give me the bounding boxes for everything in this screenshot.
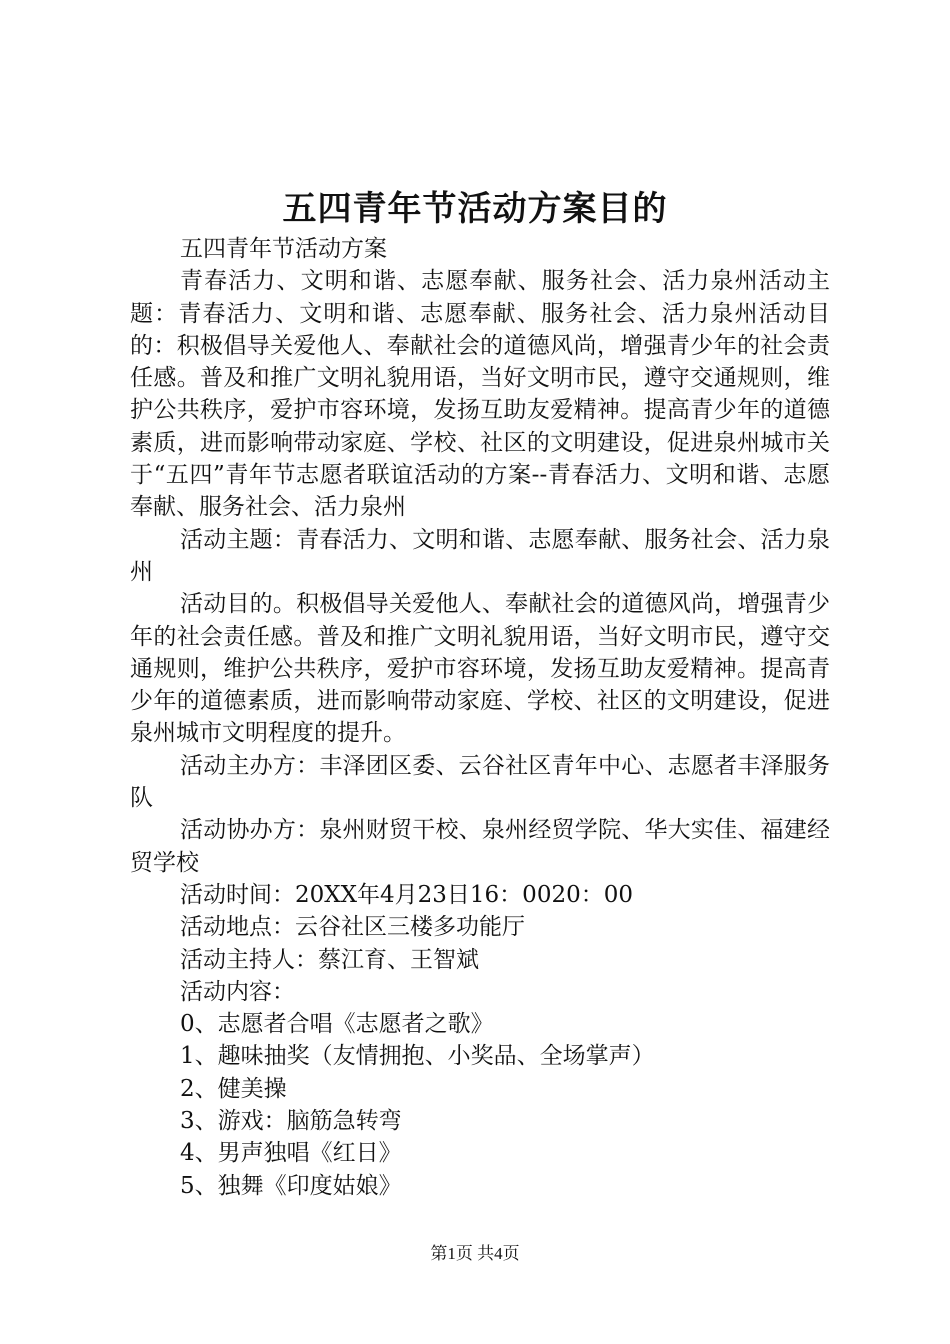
paragraph-organizer: 活动主办方：丰泽团区委、云谷社区青年中心、志愿者丰泽服务队 [130, 752, 830, 812]
paragraph-purpose: 活动目的。积极倡导关爱他人、奉献社会的道德风尚，增强青少年的社会责任感。普及和推广文明礼貌用语，当好文明市民，遵守交通规则，维护公共秩序，爱护市容环境，发扬互助友爱精神。提高青少年的道德素质，进而影响带动家庭、学校、社区的文明建设，促进泉州城市文明程度的提升。 [130, 591, 830, 747]
paragraph-intro: 青春活力、文明和谐、志愿奉献、服务社会、活力泉州活动主题：青春活力、文明和谐、志愿奉献、服务社会、活力泉州活动目的：积极倡导关爱他人、奉献社会的道德风尚，增强青少年的社会责任感。普及和推广文明礼貌用语，当好文明市民，遵守交通规则，维护公共秩序，爱护市容环境，发扬互助友爱精神。提高青少年的道德素质，进而影响带动家庭、学校、社区的文明建设，促进泉州城市关于“五四”青年节志愿者联谊活动的方案--青春活力、文明和谐、志愿奉献、服务社会、活力泉州 [130, 268, 830, 521]
paragraph-venue: 活动地点：云谷社区三楼多功能厅 [180, 914, 525, 941]
list-item: 1、趣味抽奖（友情拥抱、小奖品、全场掌声） [180, 1043, 655, 1070]
paragraph-co-organizer: 活动协办方：泉州财贸干校、泉州经贸学院、华大实佳、福建经贸学校 [130, 817, 830, 876]
list-item: 2、健美操 [180, 1075, 287, 1102]
paragraph-time: 活动时间：20XX年4月23日16：0020：00 [180, 881, 633, 908]
paragraph-heading: 五四青年节活动方案 [180, 236, 387, 262]
list-item: 3、游戏：脑筋急转弯 [180, 1108, 402, 1135]
paragraph-host: 活动主持人：蔡江育、王智斌 [180, 946, 479, 973]
document-body [130, 233, 830, 1202]
page-footer: 第1页 共4页 [430, 1244, 520, 1263]
document-title: 五四青年节活动方案目的 [282, 189, 668, 229]
list-item: 0、志愿者合唱《志愿者之歌》 [180, 1011, 494, 1038]
paragraph-content-label: 活动内容： [180, 978, 295, 1005]
list-item: 5、独舞《印度姑娘》 [180, 1172, 402, 1199]
paragraph-theme: 活动主题：青春活力、文明和谐、志愿奉献、服务社会、活力泉州 [130, 526, 830, 585]
list-item: 4、男声独唱《红日》 [180, 1140, 402, 1167]
